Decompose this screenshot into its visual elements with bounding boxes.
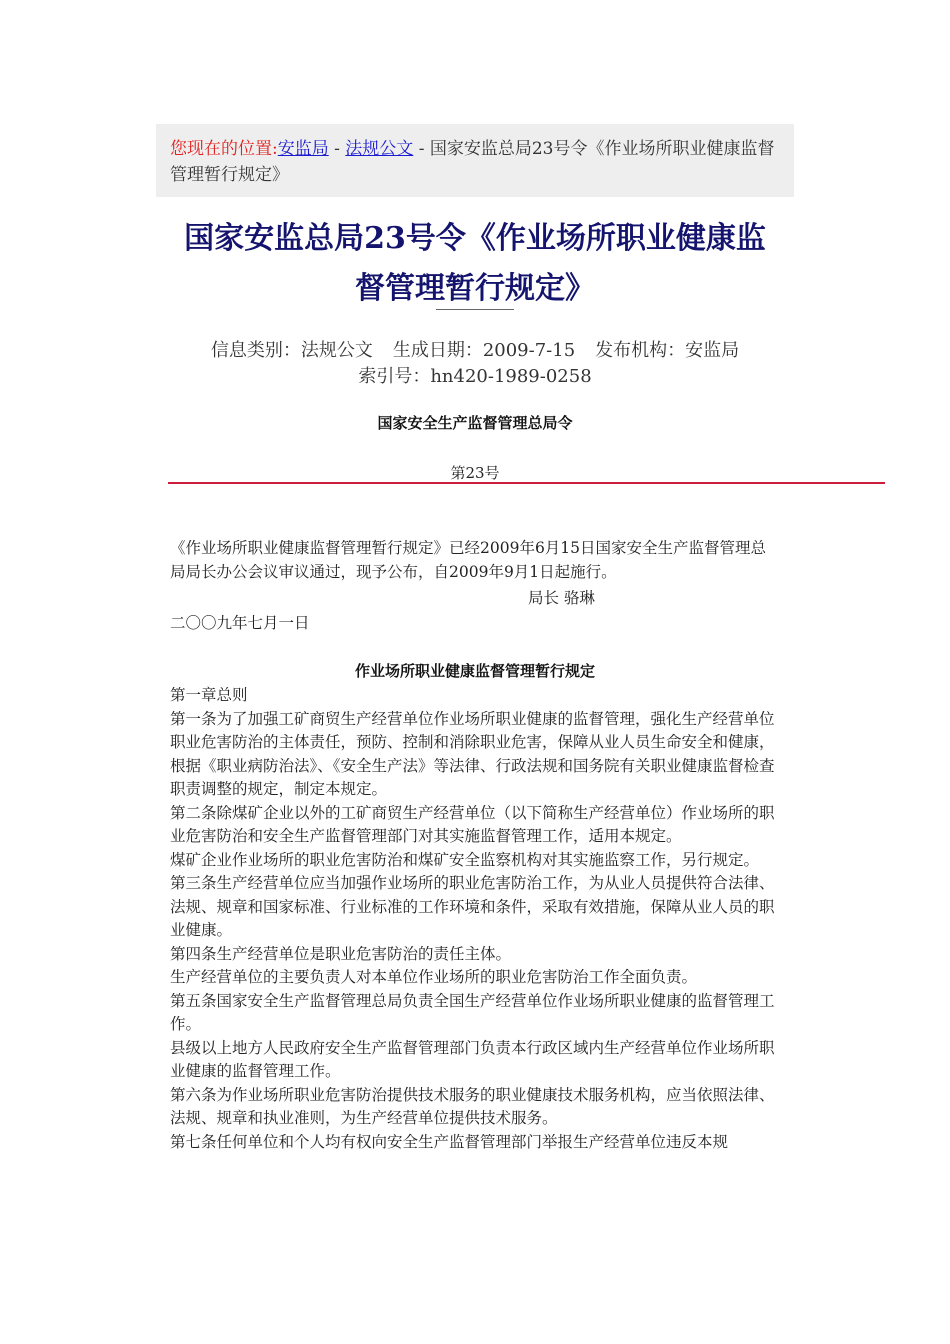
title-underline: [436, 309, 514, 310]
page-title: [150, 214, 800, 314]
breadcrumb: [156, 124, 794, 197]
breadcrumb-link-home[interactable]: 安监局: [277, 139, 329, 159]
article-paragraph: 第七条任何单位和个人均有权向安全生产监督管理部门举报生产经营单位违反本规: [170, 1132, 729, 1151]
meta-category: 信息类别：法规公文: [210, 340, 373, 361]
article-paragraph: 第四条生产经营单位是职业危害防治的责任主体。: [170, 944, 512, 963]
meta-index: 索引号：hn420-1989-0258: [358, 366, 592, 387]
order-issuer: 国家安全生产监督管理总局令: [377, 414, 573, 432]
meta-date: 生成日期：2009-7-15: [392, 340, 576, 361]
document-meta: [150, 336, 800, 362]
sign-date: 二〇〇九年七月一日: [170, 614, 310, 632]
divider: [168, 482, 885, 484]
signer: 局长 骆琳: [528, 589, 595, 607]
page-title-line-1: 国家安监总局23号令《作业场所职业健康监: [184, 221, 766, 256]
article-paragraph: 生产经营单位的主要负责人对本单位作业场所的职业危害防治工作全面负责。: [170, 968, 698, 986]
breadcrumb-current: 国家安监总局23号令《作业场所职业健康监督管理暂行规定》: [170, 139, 775, 185]
breadcrumb-separator: -: [413, 139, 430, 159]
article-paragraph: 第六条为作业场所职业危害防治提供技术服务的职业健康技术服务机构，应当依照法律、法规、规章和执业准则，为生产经营单位提供技术服务。: [170, 1085, 775, 1127]
announcement-text: 《作业场所职业健康监督管理暂行规定》已经2009年6月15日国家安全生产监督管理总局局长办公会议审议通过，现予公布，自2009年9月1日起施行。: [170, 539, 767, 581]
article-paragraph: 第二条除煤矿企业以外的工矿商贸生产经营单位（以下简称生产经营单位）作业场所的职业危害防治和安全生产监督管理部门对其实施监督管理工作，适用本规定。: [170, 803, 775, 845]
article-paragraph: 县级以上地方人民政府安全生产监督管理部门负责本行政区域内生产经营单位作业场所职业健康的监督管理工作。: [170, 1038, 775, 1080]
article-paragraph: 第三条生产经营单位应当加强作业场所的职业危害防治工作，为从业人员提供符合法律、法规、规章和国家标准、行业标准的工作环境和条件，采取有效措施，保障从业人员的职业健康。: [170, 874, 775, 939]
article-paragraph: 煤矿企业作业场所的职业危害防治和煤矿安全监察机构对其实施监察工作，另行规定。: [170, 850, 760, 869]
regulation-title: 作业场所职业健康监督管理暂行规定: [354, 662, 595, 680]
article-paragraph: 第一条为了加强工矿商贸生产经营单位作业场所职业健康的监督管理，强化生产经营单位职业危害防治的主体责任，预防、控制和消除职业危害，保障从业人员生命安全和健康，根据《职业病防治法》、《安全生产法》等法律、行政法规和国务院有关职业健康监督检查职责调整的规定，制定本规定。: [170, 709, 775, 798]
regulation-body: [170, 684, 775, 1154]
breadcrumb-prefix: 您现在的位置:: [170, 139, 278, 159]
chapter-heading: 第一章总则: [170, 686, 248, 704]
breadcrumb-link-regulations[interactable]: 法规公文: [345, 139, 414, 159]
breadcrumb-separator: -: [328, 139, 346, 159]
page-title-line-2: 督管理暂行规定》: [355, 271, 595, 306]
order-number: 第23号: [450, 464, 500, 482]
article-paragraph: 第五条国家安全生产监督管理总局负责全国生产经营单位作业场所职业健康的监督管理工作。: [170, 991, 775, 1033]
meta-publisher: 发布机构：安监局: [595, 340, 740, 361]
